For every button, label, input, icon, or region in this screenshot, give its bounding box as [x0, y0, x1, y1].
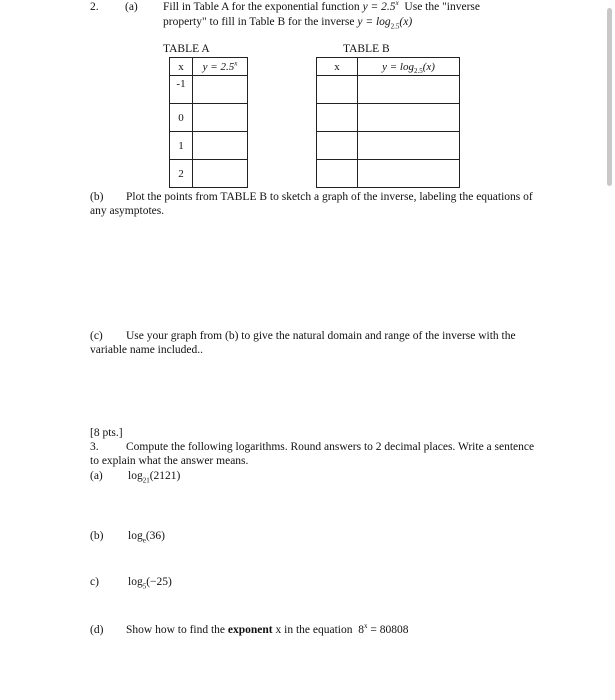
function-a: $y = 2.5^x$	[362, 0, 399, 13]
exponential-equation: 8$^x$ = 80808	[358, 622, 409, 636]
part-a-line1	[163, 1, 480, 13]
part-b-line2: any asymptotes.	[90, 205, 165, 217]
table-a-row	[170, 76, 248, 104]
table-b-x-cell[interactable]	[317, 104, 358, 132]
table-a-row	[170, 132, 248, 160]
table-a-header-x: x	[170, 58, 193, 76]
part-c-label: (c)	[90, 330, 103, 342]
q3-part-c-label: c)	[90, 576, 99, 588]
exponent-word: exponent	[227, 624, 273, 636]
table-b-y-cell[interactable]	[358, 132, 460, 160]
part-a-line2	[163, 16, 413, 31]
question-3-line1: Compute the following logarithms. Round answers to 2 decimal places. Write a sentence	[126, 441, 535, 453]
table-b-x-cell[interactable]	[317, 132, 358, 160]
table-b-row	[317, 104, 460, 132]
q3-part-c-expression: $\log_5(-25)$	[128, 576, 172, 591]
table-b-header-row	[317, 58, 460, 76]
part-a-label: (a)	[125, 1, 138, 13]
table-a	[169, 57, 248, 188]
table-b-x-cell[interactable]	[317, 160, 358, 188]
function-b: $y = \log_{2.5}(x)$	[357, 16, 413, 31]
question-3-number: 3.	[90, 441, 99, 453]
table-b-y-cell[interactable]	[358, 104, 460, 132]
table-a-y-cell[interactable]	[193, 76, 248, 104]
table-a-header-row	[170, 58, 248, 76]
table-a-y-cell[interactable]	[193, 104, 248, 132]
part-a-text-3: property" to fill in Table B for the inverse	[163, 16, 355, 28]
question-3-points: [8 pts.]	[90, 427, 123, 439]
part-c-line2: variable name included..	[90, 344, 204, 356]
part-b-line1: Plot the points from TABLE B to sketch a graph of the inverse, labeling the equations of	[126, 191, 533, 203]
table-a-x-cell: 1	[170, 132, 193, 160]
table-a-x-cell: 0	[170, 104, 193, 132]
q3-part-b-label: (b)	[90, 530, 104, 542]
q3-part-d-text: Show how to find the exponent x in the equation 8$^x$ = 80808	[126, 622, 409, 636]
table-b-row	[317, 132, 460, 160]
part-b-label: (b)	[90, 191, 104, 203]
table-b-header-x: x	[317, 58, 358, 76]
part-c-line1: Use your graph from (b) to give the natural domain and range of the inverse with the	[126, 330, 516, 342]
question-3-line2: to explain what the answer means.	[90, 455, 249, 467]
q3-part-a-label: (a)	[90, 470, 103, 482]
table-a-y-cell[interactable]	[193, 160, 248, 188]
table-b-y-cell[interactable]	[358, 160, 460, 188]
table-a-title: TABLE A	[163, 43, 210, 55]
table-b-row	[317, 76, 460, 104]
table-b-y-cell[interactable]	[358, 76, 460, 104]
q3-part-d-label: (d)	[90, 624, 104, 636]
table-a-row	[170, 160, 248, 188]
table-b-x-cell[interactable]	[317, 76, 358, 104]
table-a-row	[170, 104, 248, 132]
table-b-title: TABLE B	[343, 43, 390, 55]
table-a-header-y: $y = 2.5^x$	[193, 58, 248, 76]
table-b-row	[317, 160, 460, 188]
table-a-x-cell: 2	[170, 160, 193, 188]
table-a-x-cell: -1	[170, 76, 193, 104]
part-a-text: Fill in Table A for the exponential function	[163, 1, 360, 13]
table-a-y-cell[interactable]	[193, 132, 248, 160]
part-a-text-2: Use the "inverse	[404, 1, 481, 13]
q3-part-a-expression: $\log_{21}(2121)$	[128, 470, 181, 485]
vertical-scrollbar[interactable]	[607, 8, 612, 186]
question-2-number: 2.	[90, 1, 99, 13]
q3-part-b-expression: $\log_e(36)$	[128, 530, 165, 545]
table-b-header-y: $y = \log_{2.5}(x)$	[358, 58, 460, 76]
table-b	[316, 57, 460, 188]
